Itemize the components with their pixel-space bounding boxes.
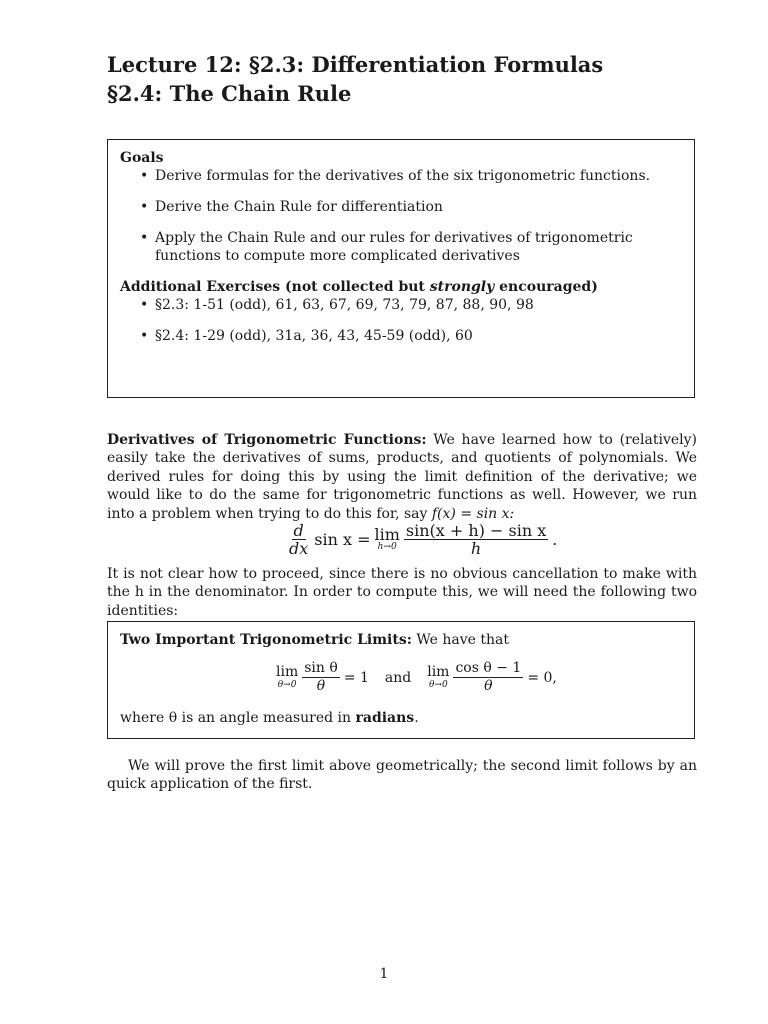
goal-item: • Derive formulas for the derivatives of the six trigonometric functions. [120, 167, 682, 185]
exercises-heading-post: encouraged) [494, 279, 598, 295]
limit-operator-1 [276, 665, 298, 690]
limits-footer [120, 709, 419, 727]
d-numerator: d [293, 521, 304, 540]
exercises-heading [120, 278, 682, 296]
goal-item: • Derive the Chain Rule for differentiation [120, 198, 682, 216]
and-word: and [384, 669, 412, 686]
page-title [107, 50, 603, 108]
exercises-list [120, 296, 682, 345]
goals-heading: Goals [120, 150, 164, 166]
difference-quotient [404, 522, 548, 557]
limits-footer-pre: where θ is an angle measured in [120, 710, 356, 726]
trig-limits-box [107, 621, 695, 739]
title-line-2: §2.4: The Chain Rule [107, 81, 352, 106]
after-equation-paragraph: It is not clear how to proceed, since there is no obvious cancellation to make with the h in the denominator. In order to compute this, we will need the following two identities: [107, 566, 697, 619]
lim-word-2: lim [427, 664, 450, 680]
lim-subscript: h→0 [377, 542, 397, 552]
d-dx-fraction [287, 522, 310, 557]
closing-paragraph: We will prove the first limit above geometrically; the second limit follows by an quick application of the first. [107, 758, 697, 793]
cos-theta-numerator: cos θ − 1 [455, 660, 522, 676]
derivatives-heading: Derivatives of Trigonometric Functions: [107, 432, 427, 448]
quotient-numerator: sin(x + h) − sin x [405, 521, 547, 540]
quotient-denominator: h [470, 539, 482, 558]
goal-item: • Apply the Chain Rule and our rules for derivatives of trigonometric functions to compute more complicated derivatives [120, 229, 682, 265]
limits-equation [276, 660, 557, 695]
equals-one: = 1 [343, 669, 369, 686]
sin-theta-denominator: θ [316, 678, 326, 694]
limits-heading-line [120, 631, 682, 649]
limit-operator [375, 527, 400, 552]
sin-theta-fraction [302, 660, 340, 695]
exercise-item: • §2.4: 1-29 (odd), 31a, 36, 43, 45-59 (odd), 60 [120, 327, 682, 345]
equation-period: . [552, 530, 558, 549]
equals-zero: = 0, [527, 669, 557, 686]
limits-footer-post: . [414, 710, 419, 726]
lim-word: lim [374, 525, 400, 544]
page-number: 1 [379, 966, 389, 982]
dx-denominator: dx [289, 539, 309, 558]
exercise-item: • §2.3: 1-51 (odd), 61, 63, 67, 69, 73, 79, 87, 88, 90, 98 [120, 296, 682, 314]
limit-operator-2 [427, 665, 449, 690]
goals-box [107, 139, 695, 398]
radians-word: radians [355, 710, 415, 726]
exercises-heading-emphasis: strongly [429, 279, 495, 295]
cos-theta-fraction [453, 660, 523, 695]
exercises-heading-pre: Additional Exercises (not collected but [120, 279, 430, 295]
lim-subscript-2: θ→0 [428, 680, 448, 690]
limits-heading: Two Important Trigonometric Limits: [120, 632, 412, 648]
title-line-1: Lecture 12: §2.3: Differentiation Formulas [107, 52, 604, 77]
sin-theta-numerator: sin θ [304, 660, 338, 676]
cos-theta-denominator: θ [484, 678, 493, 694]
fx-expression: f(x) = sin x: [431, 505, 515, 522]
derivatives-paragraph [107, 431, 697, 523]
derivative-equation [287, 522, 557, 557]
derivatives-text: We have learned how to (relatively) easily take the derivatives of sums, products, and quotients of polynomials. We derived rules for doing this by using the limit definition of the derivative; we would like to do the same for trigonometric functions as well. However, we run into a problem when trying to do this for, say [107, 432, 697, 522]
goals-list [120, 167, 682, 265]
limits-heading-tail: We have that [411, 632, 509, 648]
lim-subscript-1: θ→0 [277, 680, 297, 690]
lim-word-1: lim [276, 664, 299, 680]
sin-x-equals: sin x = [314, 530, 371, 549]
